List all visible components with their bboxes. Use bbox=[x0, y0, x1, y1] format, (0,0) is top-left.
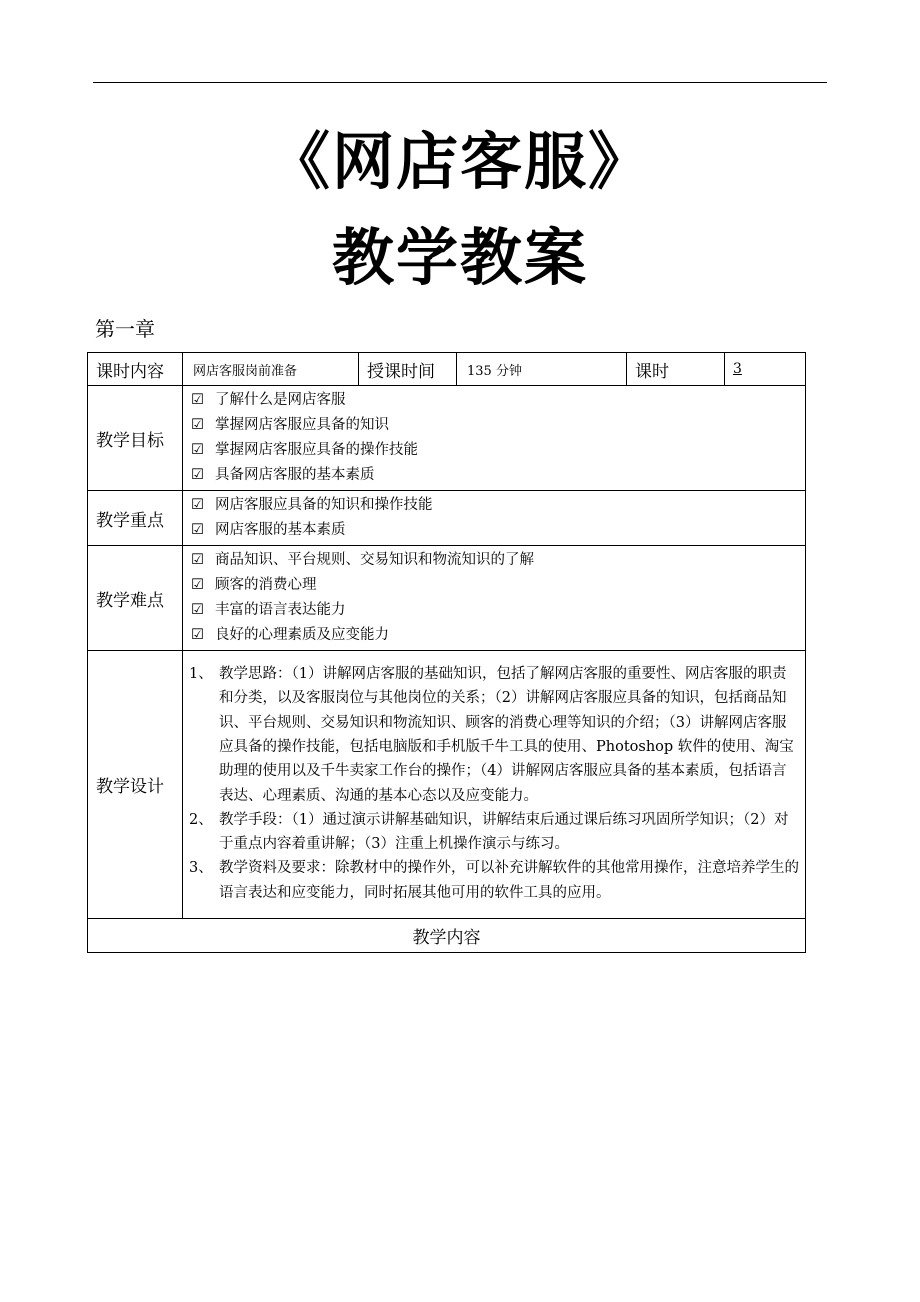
content-heading: 教学内容 bbox=[88, 919, 806, 953]
content-value: 网店客服岗前准备 bbox=[183, 353, 359, 386]
difficulty-item: ☑ 丰富的语言表达能力 bbox=[191, 598, 799, 623]
lesson-plan-table bbox=[87, 352, 806, 953]
difficulties-list bbox=[183, 546, 806, 651]
design-item-text: 教学资料及要求：除教材中的操作外，可以补充讲解软件的其他常用操作，注意培养学生的语言表达和应变能力，同时拓展其他可用的软件工具的应用。 bbox=[219, 860, 799, 901]
design-list bbox=[183, 651, 806, 919]
time-label: 授课时间 bbox=[359, 353, 457, 386]
design-item-number: 1、 bbox=[189, 666, 213, 683]
objectives-row bbox=[88, 386, 806, 491]
checkbox-checked-icon: ☑ bbox=[191, 467, 204, 483]
design-item bbox=[189, 808, 799, 857]
difficulty-item: ☑ 商品知识、平台规则、交易知识和物流知识的了解 bbox=[191, 548, 799, 573]
design-item-number: 2、 bbox=[189, 811, 213, 828]
time-value: 135 分钟 bbox=[457, 353, 627, 386]
hours-label: 课时 bbox=[627, 353, 725, 386]
objective-item: ☑ 掌握网店客服应具备的操作技能 bbox=[191, 438, 799, 463]
hours-value-cell bbox=[725, 353, 806, 386]
objective-item: ☑ 具备网店客服的基本素质 bbox=[191, 463, 799, 488]
key-points-list bbox=[183, 491, 806, 546]
difficulties-label: 教学难点 bbox=[88, 546, 183, 651]
document-subtitle: 教学教案 bbox=[331, 221, 588, 294]
hours-value: 3 bbox=[733, 361, 742, 377]
content-heading-row bbox=[88, 919, 806, 953]
objective-item: ☑ 掌握网店客服应具备的知识 bbox=[191, 413, 799, 438]
design-item bbox=[189, 856, 799, 905]
objective-item: ☑ 了解什么是网店客服 bbox=[191, 388, 799, 413]
design-item-text: 教学手段：（1）通过演示讲解基础知识，讲解结束后通过课后练习巩固所学知识；（2）对于重点内容着重讲解；（3）注重上机操作演示与练习。 bbox=[219, 811, 789, 853]
checkbox-checked-icon: ☑ bbox=[191, 392, 204, 408]
objectives-list bbox=[183, 386, 806, 491]
key-point-item: ☑ 网店客服的基本素质 bbox=[191, 518, 799, 543]
checkbox-checked-icon: ☑ bbox=[191, 497, 204, 513]
checkbox-checked-icon: ☑ bbox=[191, 627, 204, 643]
checkbox-checked-icon: ☑ bbox=[191, 522, 204, 538]
key-points-row bbox=[88, 491, 806, 546]
design-item-number: 3、 bbox=[189, 860, 213, 877]
checkbox-checked-icon: ☑ bbox=[191, 417, 204, 433]
document-title: 《网店客服》 bbox=[267, 125, 652, 198]
design-label: 教学设计 bbox=[88, 651, 183, 919]
design-item bbox=[189, 662, 799, 808]
key-points-label: 教学重点 bbox=[88, 491, 183, 546]
difficulty-item: ☑ 良好的心理素质及应变能力 bbox=[191, 623, 799, 648]
header-rule bbox=[93, 82, 827, 83]
checkbox-checked-icon: ☑ bbox=[191, 602, 204, 618]
difficulty-item: ☑ 顾客的消费心理 bbox=[191, 573, 799, 598]
difficulties-row bbox=[88, 546, 806, 651]
checkbox-checked-icon: ☑ bbox=[191, 552, 204, 568]
content-label: 课时内容 bbox=[88, 353, 183, 386]
header-row bbox=[88, 353, 806, 386]
design-item-text: 教学思路：（1）讲解网店客服的基础知识，包括了解网店客服的重要性、网店客服的职责和分类，以及客服岗位与其他岗位的关系；（2）讲解网店客服应具备的知识，包括商品知识、平台规则、交易知识和物流知识、顾客的消费心理等知识的介绍；（3）讲解网店客服应具备的操作技能，包括电脑版和手机版千牛工具的使用、Photoshop 软件的使用、淘宝助理的使用以及千牛卖家工作台的操作；（4）讲解网店客服应具备的基本素质，包括语言表达、心理素质、沟通的基本心态以及应变能力。 bbox=[219, 666, 794, 804]
chapter-heading: 第一章 bbox=[95, 317, 155, 341]
checkbox-checked-icon: ☑ bbox=[191, 442, 204, 458]
design-row bbox=[88, 651, 806, 919]
key-point-item: ☑ 网店客服应具备的知识和操作技能 bbox=[191, 493, 799, 518]
objectives-label: 教学目标 bbox=[88, 386, 183, 491]
checkbox-checked-icon: ☑ bbox=[191, 577, 204, 593]
